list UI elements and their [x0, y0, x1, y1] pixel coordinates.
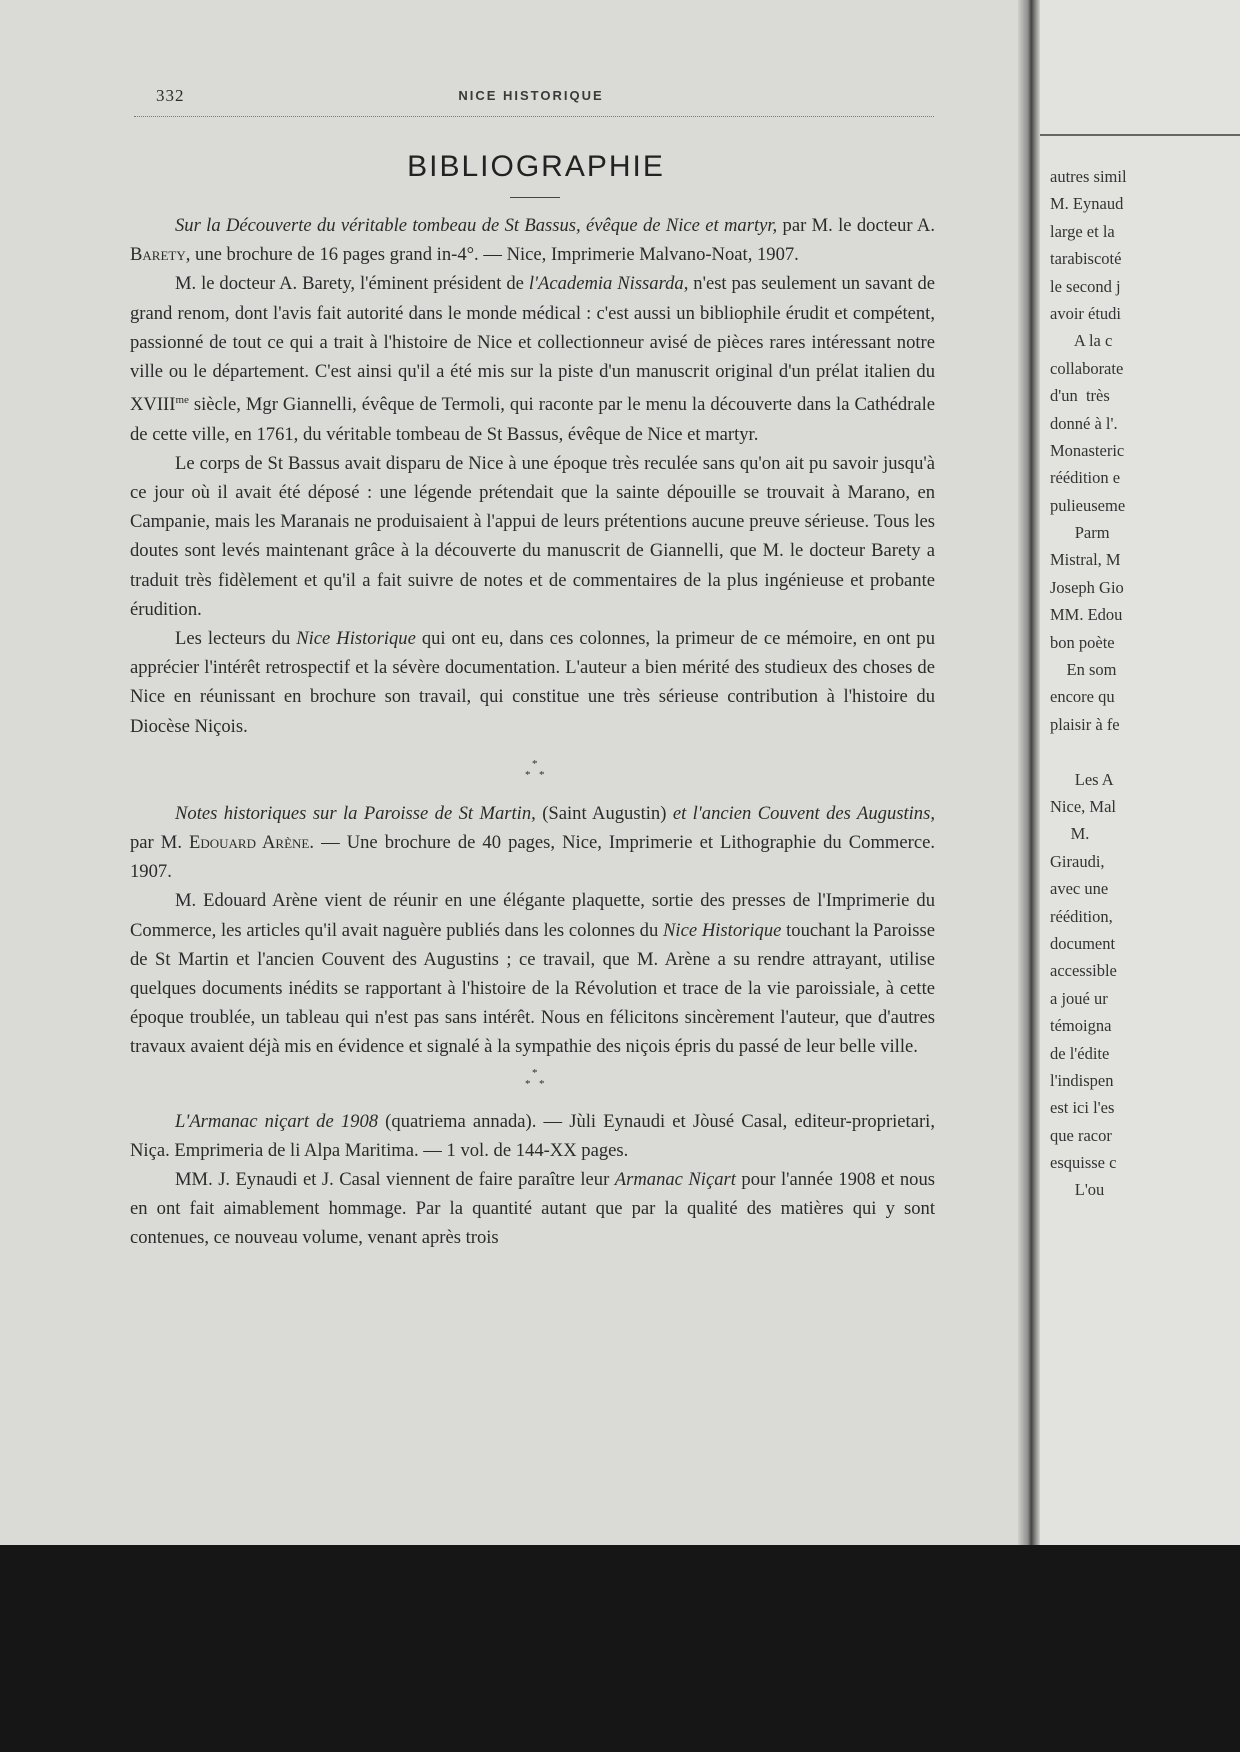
right-page-line: accessible	[1050, 961, 1117, 981]
asterism-star: *	[539, 1077, 545, 1090]
entry3-citation: L'Armanac niçart de 1908 (quatriema annada). — Jùli Eynaudi et Jòusé Casal, editeur-proprietari, Niça. Emprimeria de li Alpa Maritima. — 1 vol. de 144-XX pages.	[130, 1110, 935, 1161]
right-page-fragment	[1040, 0, 1240, 1545]
text-column	[130, 211, 935, 1253]
right-page-line: pulieuseme	[1050, 495, 1126, 515]
entry3-paragraph-1: MM. J. Eynaudi et J. Casal viennent de faire paraître leur Armanac Niçart pour l'année 1908 et nous en ont fait aimablement hommage. Par la quantité autant que par la qualité des matières qui y sont contenues, ce nouveau volume, venant après trois	[130, 1169, 935, 1249]
entry1-paragraph-1: M. le docteur A. Barety, l'éminent président de l'Academia Nissarda, n'est pas seulement un savant de grand renom, dont l'avis fait autorité dans le monde médical : c'est aussi un bibliophile érudit et compétent, passionné de tout ce qui a trait à l'histoire de Nice et collectionneur avisé de pièces rares intéressant notre ville ou le département. C'est ainsi qu'il a été mis sur la piste d'un manuscrit original d'un prélat italien du $XVIII^{me}$ siècle, Mgr Giannelli, évêque de Termoli, qui raconte par le menu la découverte dans la Cathédrale de cette ville, en 1761, du véritable tombeau de St Bassus, évêque de Nice et martyr.	[130, 273, 935, 445]
entry1-paragraph-2: Le corps de St Bassus avait disparu de Nice à une époque très reculée sans qu'on ait pu savoir jusqu'à ce jour où il avait été déposé : une légende prétendait que la sainte dépouille se trouvait à Marano, en Campanie, mais les Maranais ne produisaient à l'appui de leurs prétentions aucune preuve sérieuse. Tous les doutes sont levés maintenant grâce à la découverte du manuscrit de Giannelli, que M. le docteur Barety a traduit très fidèlement et qu'il a fait suivre de notes et de commentaires de la plus ingénieuse et probante érudition.	[130, 452, 935, 620]
right-page-line: Mistral, M	[1050, 550, 1121, 570]
right-page-line: L'ou	[1050, 1180, 1105, 1200]
page-number: 332	[156, 86, 185, 105]
asterism-star: *	[525, 1077, 531, 1090]
right-page-line: autres simil	[1050, 167, 1127, 186]
right-page-line: réédition e	[1050, 468, 1121, 488]
asterism-star: *	[539, 768, 545, 781]
running-head	[128, 86, 934, 110]
right-page-line: Giraudi,	[1050, 851, 1105, 871]
right-page-line: tarabiscoté	[1050, 249, 1122, 269]
right-page-line: que racor	[1050, 1125, 1112, 1145]
right-page-line: M.	[1050, 824, 1094, 844]
asterism-divider	[130, 741, 935, 799]
right-page-line: Les A	[1050, 769, 1114, 789]
book-gutter	[1018, 0, 1040, 1545]
entry2-author: Edouard Arène	[189, 832, 310, 854]
scanner-background	[0, 1545, 1240, 1752]
right-page-line	[1050, 738, 1127, 765]
entry2-paragraph-1: M. Edouard Arène vient de réunir en une élégante plaquette, sortie des presses de l'Imprimerie du Commerce, les articles qu'il avait naguère publiés dans les colonnes du Nice Historique touchant la Paroisse de St Martin et l'ancien Couvent des Augustins ; ce travail, que M. Arène a su rendre attrayant, utilise quelques documents inédits se rapportant à l'histoire de la Révolution et trace de la vie paroissiale, à cette époque troublée, un tableau qui n'est pas sans intérêt. Nous en félicitons sincèrement l'auteur, que d'autres travaux avaient déjà mis en évidence et signalé à la sympathie des niçois épris du passé de leur belle ville.	[130, 890, 935, 1058]
right-page-line: plaisir à fe	[1050, 714, 1120, 734]
entry1-paragraph-3: Les lecteurs du Nice Historique qui ont eu, dans ces colonnes, la primeur de ce mémoire, en ont pu apprécier l'intérêt retrospectif et la sévère documentation. L'auteur a bien mérité des studieux des choses de Nice en réunissant en brochure son travail, qui constitue une très sérieuse contribution à l'histoire du Diocèse Niçois.	[130, 628, 935, 737]
right-page-line: d'un très	[1050, 386, 1110, 406]
right-page-line: MM. Edou	[1050, 605, 1123, 625]
right-page-line: le second j	[1050, 276, 1121, 296]
right-page-line: Joseph Gio	[1050, 577, 1124, 597]
right-page-line: Nice, Mal	[1050, 796, 1116, 816]
asterism-star: *	[532, 1066, 538, 1079]
right-page-line: collaborate	[1050, 358, 1124, 378]
header-rule	[134, 116, 934, 117]
right-page-line: donné à l'.	[1050, 413, 1118, 433]
title-rule	[510, 197, 560, 198]
right-page-line: Parm	[1050, 523, 1110, 543]
right-page-line: réédition,	[1050, 906, 1113, 926]
section-title: BIBLIOGRAPHIE	[407, 150, 665, 183]
right-page-line: bon poète	[1050, 632, 1115, 652]
asterism-star: *	[525, 768, 531, 781]
asterism-star: *	[532, 757, 538, 770]
right-page-line: a joué ur	[1050, 988, 1108, 1008]
right-page-line: est ici l'es	[1050, 1098, 1115, 1118]
right-page-line: En som	[1050, 660, 1117, 680]
entry1-author: Barety	[130, 244, 186, 266]
right-page-line: témoigna	[1050, 1016, 1112, 1036]
right-page-line: avoir étudi	[1050, 303, 1122, 323]
right-page-line: document	[1050, 933, 1116, 953]
entry2-citation: Notes historiques sur la Paroisse de St Martin, (Saint Augustin) et l'ancien Couvent des Augustins, par M. Edouard Arène. — Une brochure de 40 pages, Nice, Imprimerie et Lithographie du Commerce. 1907.	[130, 802, 935, 883]
entry1-citation: Sur la Découverte du véritable tombeau de St Bassus, évêque de Nice et martyr, par M. le docteur A. Barety, une brochure de 16 pages grand in-4°. — Nice, Imprimerie Malvano-Noat, 1907.	[130, 215, 935, 266]
right-page-line: encore qu	[1050, 687, 1115, 707]
right-page-line: de l'édite	[1050, 1043, 1110, 1063]
right-page-line: large et la	[1050, 221, 1115, 241]
right-page-lines	[1050, 163, 1127, 1204]
right-page-line: avec une	[1050, 879, 1109, 899]
right-page-line: esquisse c	[1050, 1153, 1117, 1173]
entry1-title: Sur la Découverte du véritable tombeau de St Bassus, évêque de Nice et martyr,	[175, 215, 778, 236]
asterism-divider	[130, 1062, 935, 1107]
running-title: NICE HISTORIQUE	[458, 88, 604, 103]
right-page-rule	[1040, 134, 1240, 136]
right-page-line: Monasteric	[1050, 440, 1125, 460]
right-page-line: l'indispen	[1050, 1070, 1114, 1090]
right-page-line: A la c	[1050, 331, 1113, 351]
right-page-line: M. Eynaud	[1050, 194, 1124, 214]
